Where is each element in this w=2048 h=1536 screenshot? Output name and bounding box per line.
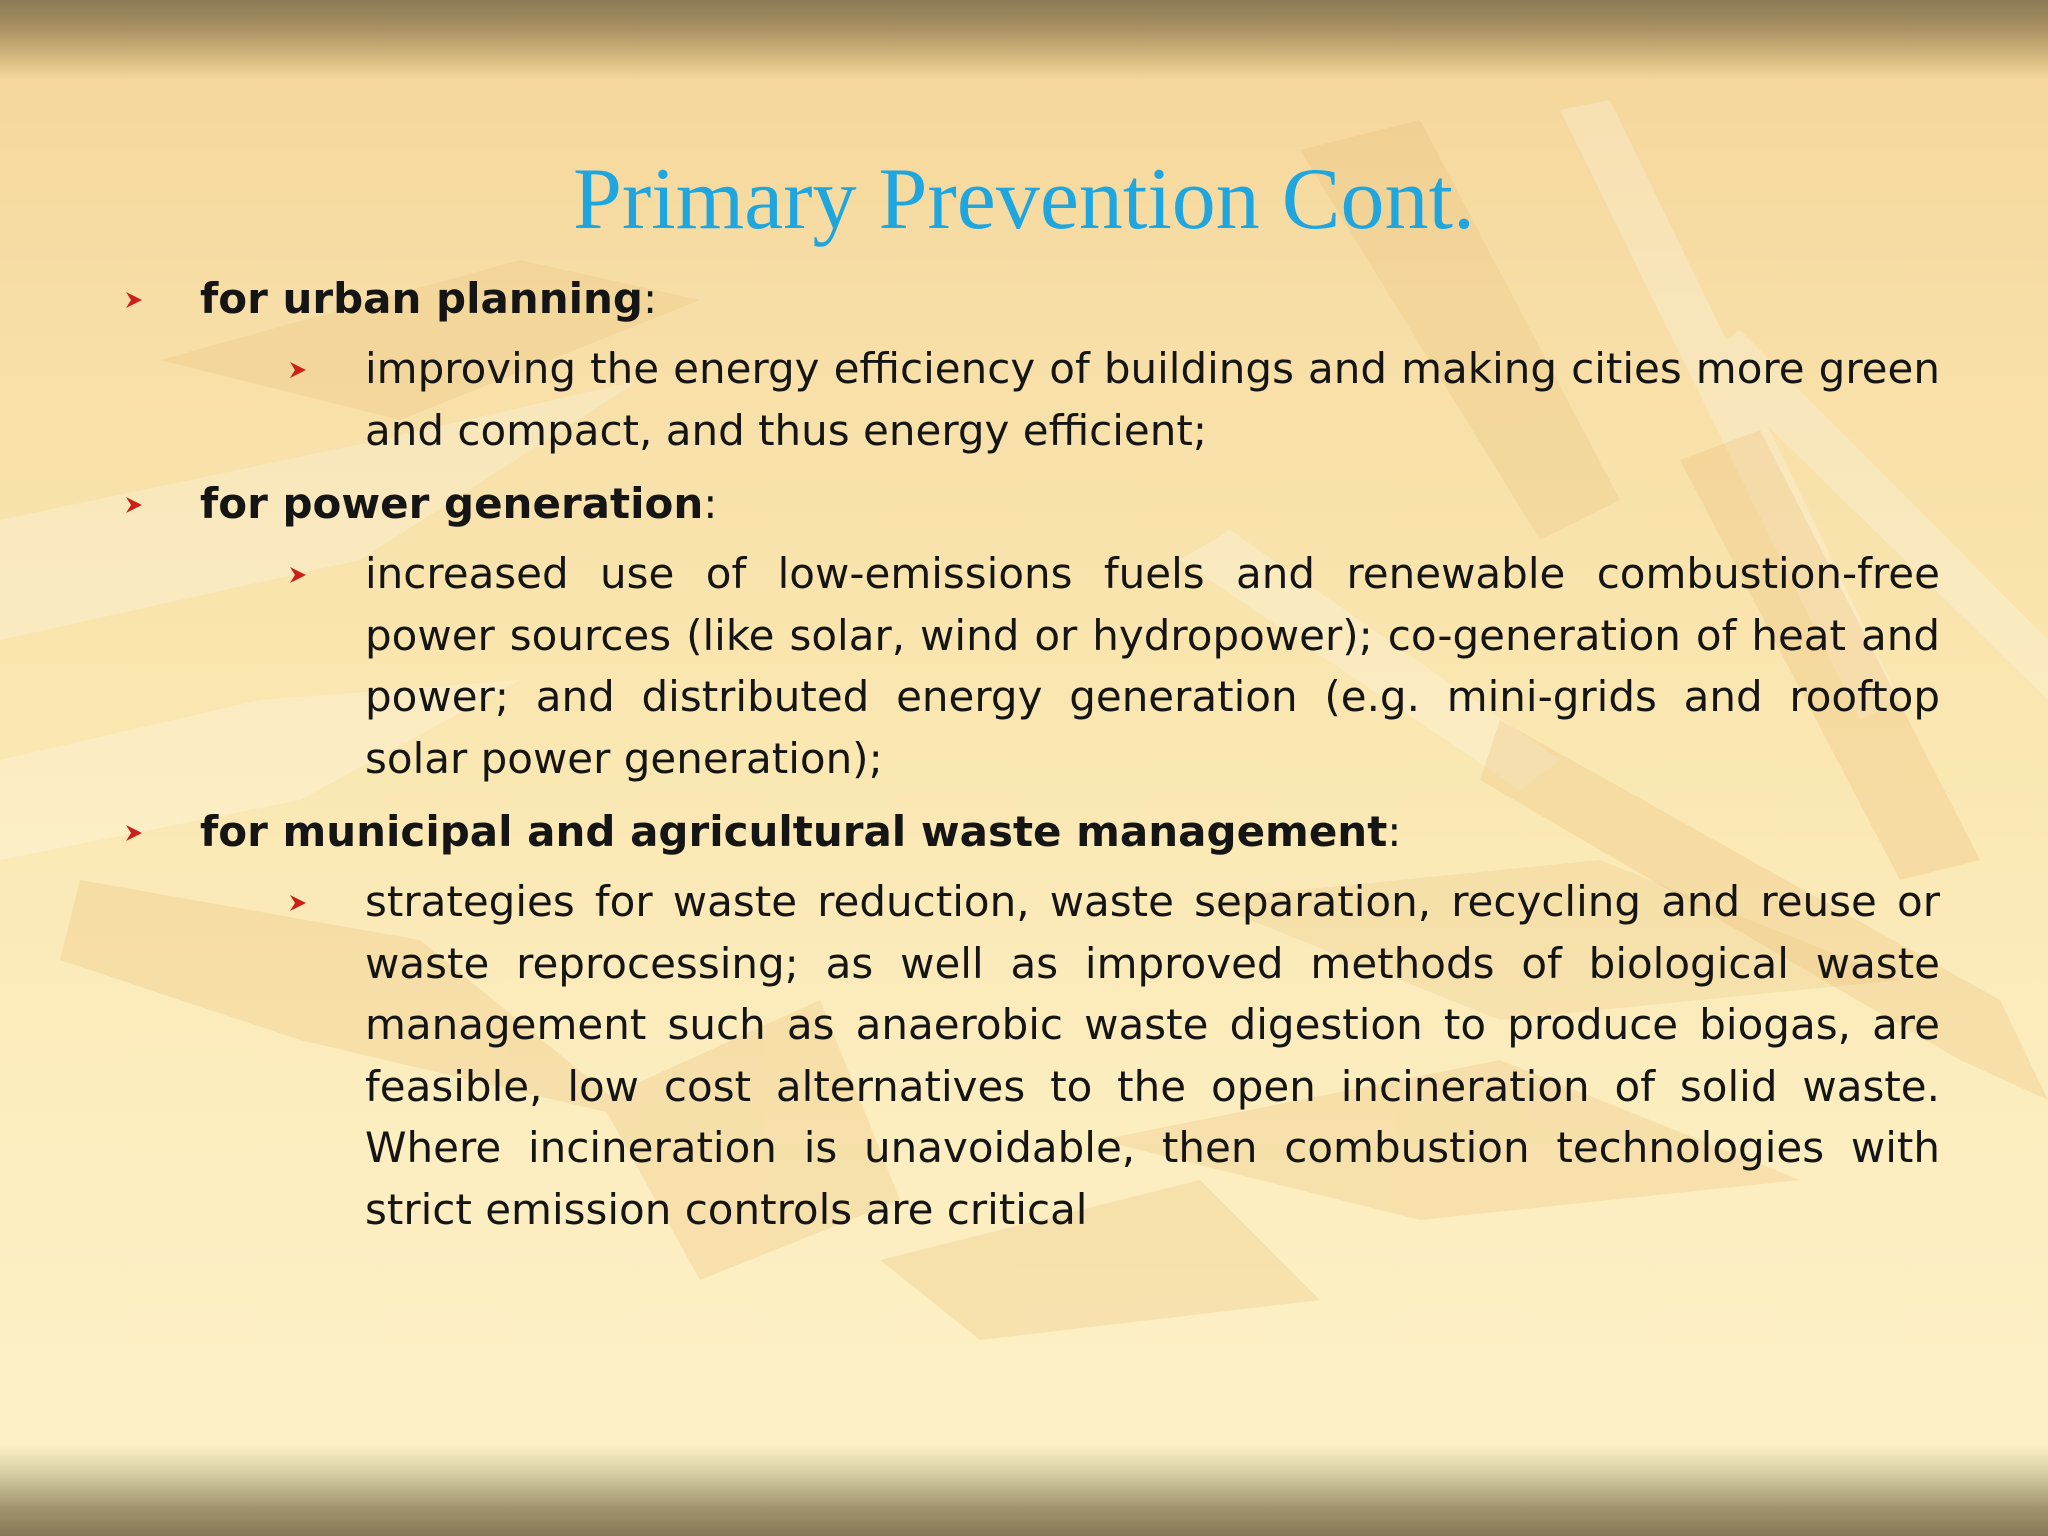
bullet-waste-management [120, 801, 1940, 863]
sub-bullet-text: strategies for waste reduction, waste separation, recycling and reuse or waste reprocessing; as well as improved methods of biological waste management such as anaerobic waste digestion to produce biogas, are feasible, low cost alternatives to the open incineration of solid waste. Where incineration is unavoidable, then combustion technologies with strict emission controls are critical [365, 877, 1940, 1234]
heading-suffix: : [1387, 807, 1402, 856]
bullet-urban-planning [120, 268, 1940, 330]
arrow-bullet-icon [126, 497, 142, 513]
heading-suffix: : [703, 479, 718, 528]
slide-content [120, 268, 1940, 1252]
bullet-power-generation [120, 473, 1940, 535]
arrow-bullet-icon [290, 362, 306, 378]
bullet-heading: for power generation [200, 479, 704, 528]
sub-bullet-waste-management [120, 871, 1940, 1240]
arrow-bullet-icon [290, 895, 306, 911]
arrow-bullet-icon [126, 825, 142, 841]
bottom-footer-band [0, 1444, 2048, 1536]
bullet-heading: for urban planning [200, 274, 643, 323]
sub-bullet-urban-planning [120, 338, 1940, 461]
bullet-heading: for municipal and agricultural waste management [200, 807, 1388, 856]
arrow-bullet-icon [126, 292, 142, 308]
sub-bullet-text: increased use of low-emissions fuels and renewable combustion-free power sources (like solar, wind or hydropower); co-generation of heat and power; and distributed energy generation (e.g. mini-grids and rooftop solar power generation); [365, 549, 1940, 783]
sub-bullet-power-generation [120, 543, 1940, 789]
heading-suffix: : [642, 274, 658, 323]
slide-title: Primary Prevention Cont. [573, 151, 1475, 248]
sub-bullet-text: improving the energy efficiency of buildings and making cities more green and compact, and thus energy efficient; [365, 344, 1940, 455]
top-header-band [0, 0, 2048, 80]
arrow-bullet-icon [290, 567, 306, 583]
